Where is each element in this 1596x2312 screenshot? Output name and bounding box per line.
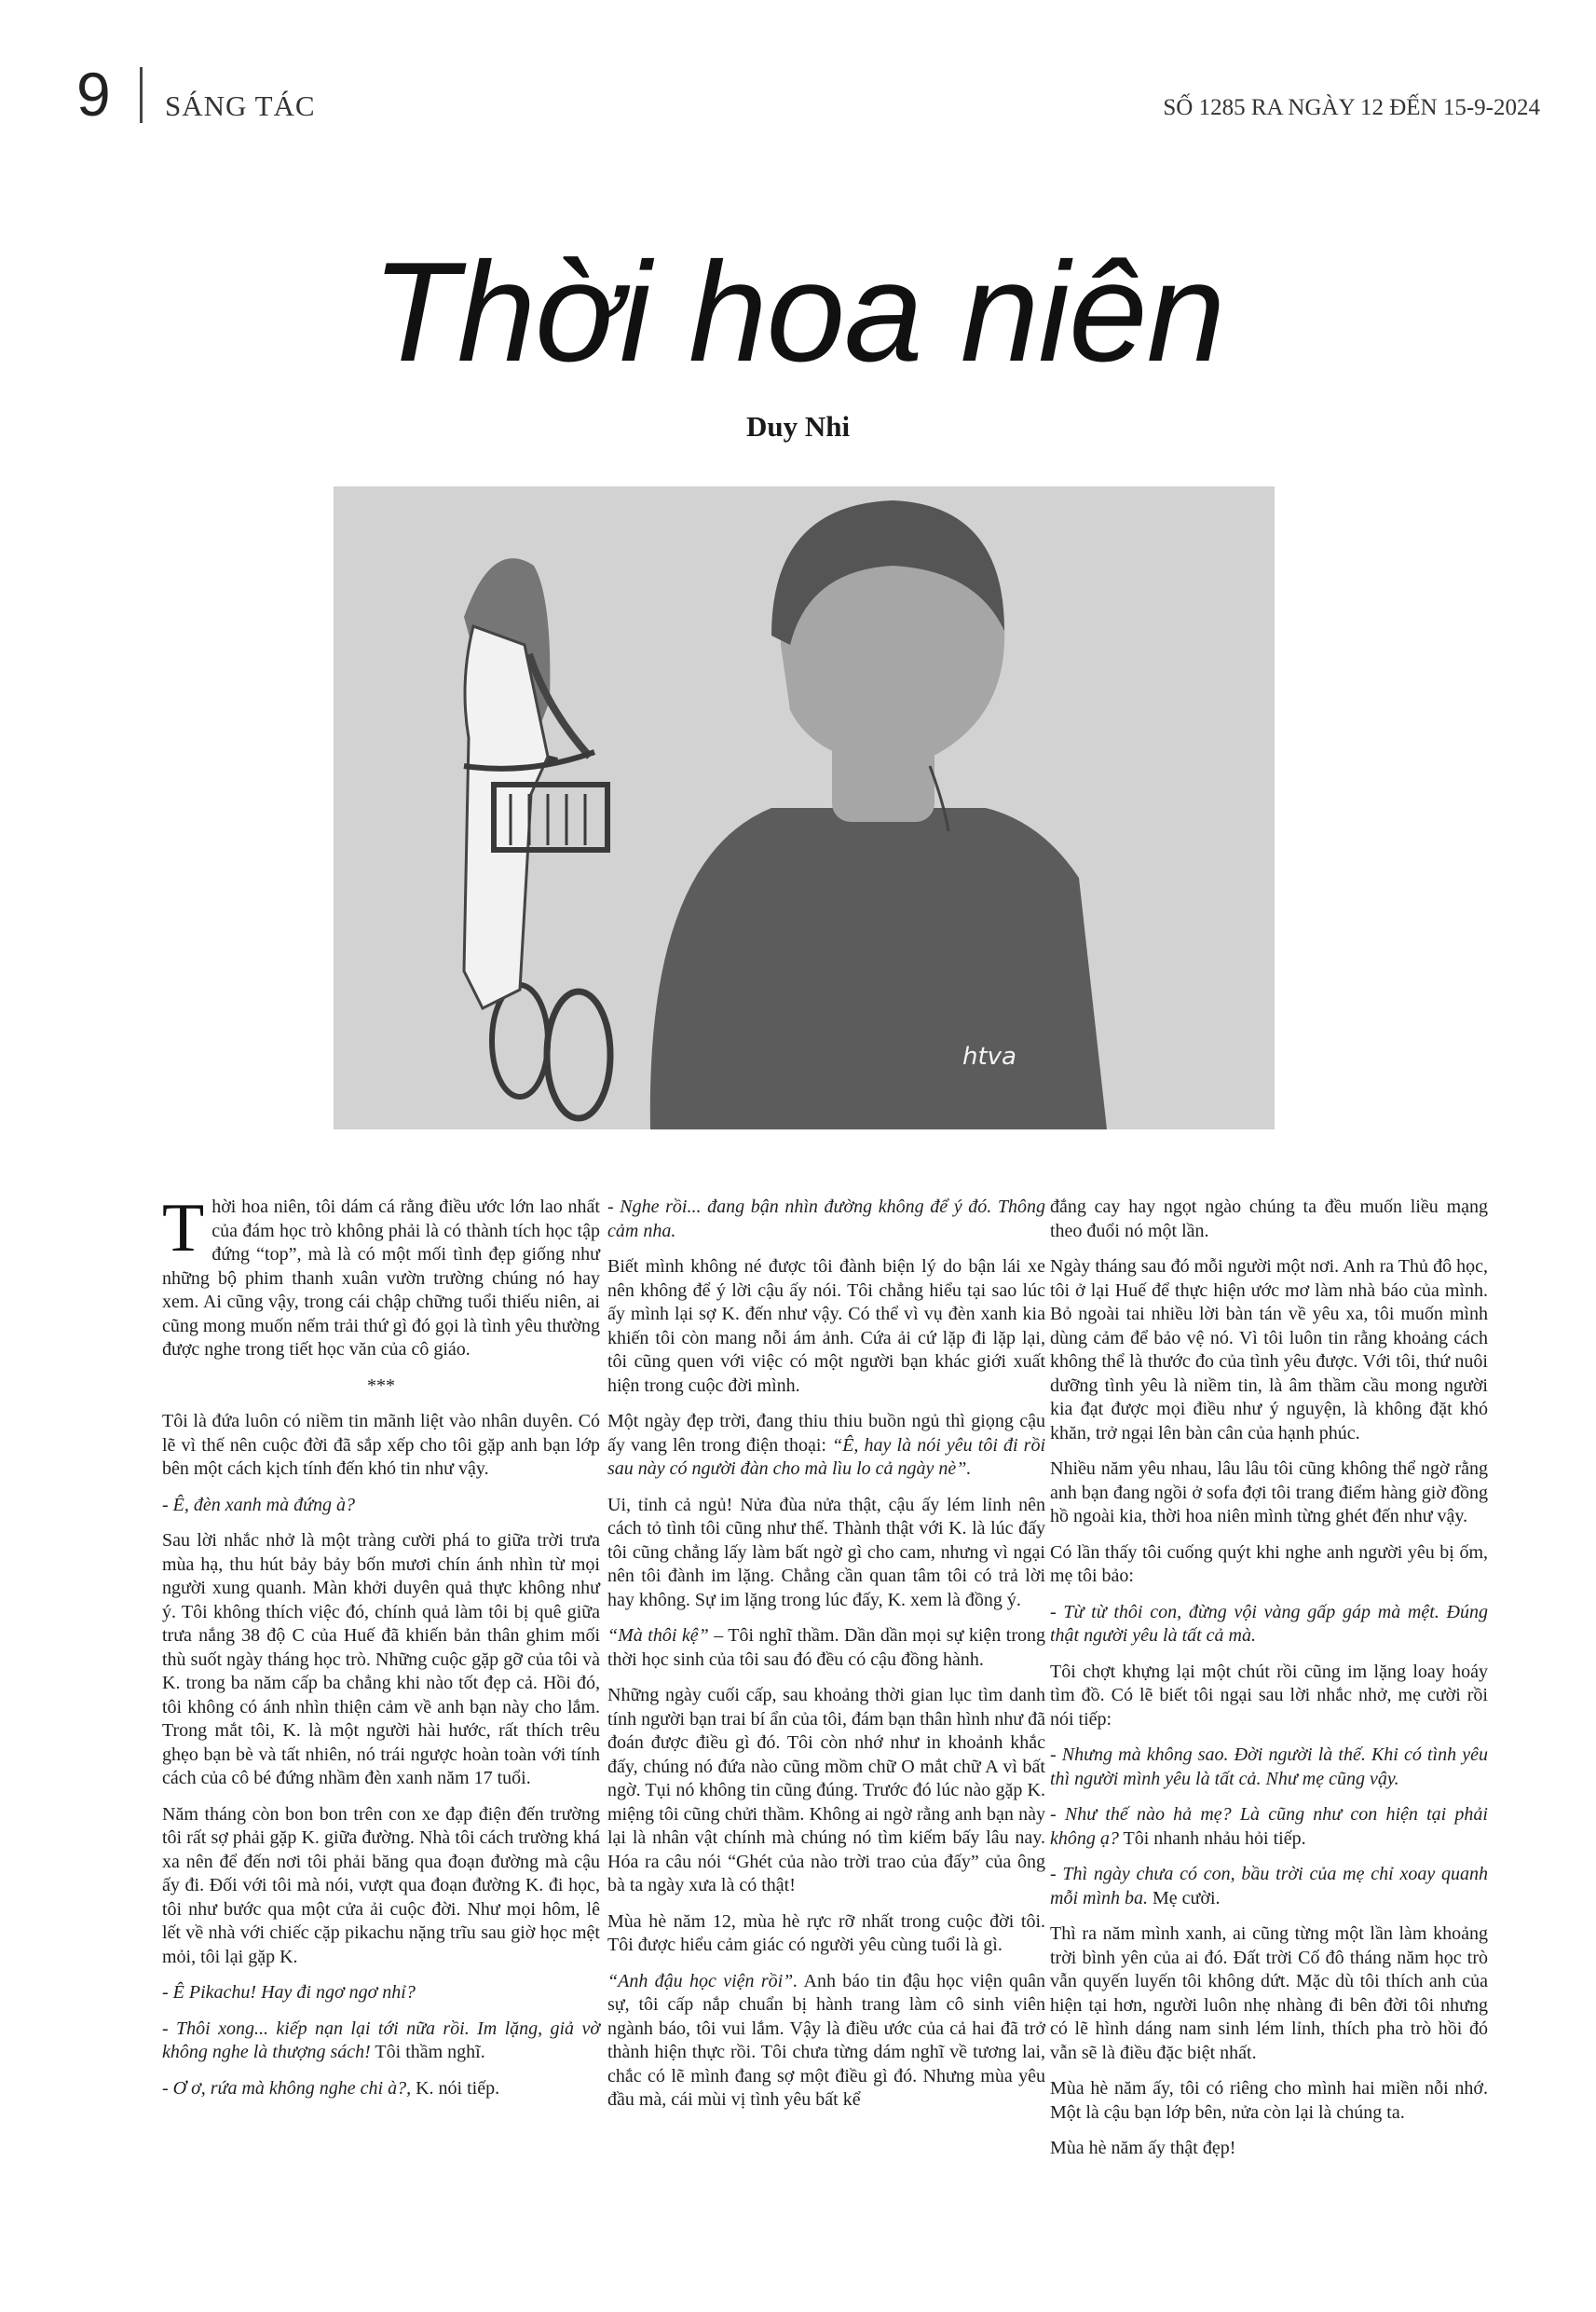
paragraph: “Mà thôi kệ” – Tôi nghĩ thầm. Dần dần mọi sự kiện trong thời học sinh của tôi sau đó đều có cậu đồng hành. xyxy=(607,1625,1045,1670)
section-break: *** xyxy=(367,1375,395,1396)
article-illustration xyxy=(334,486,1275,1129)
dialogue-line: - Ê Pikachu! Hay đi ngơ ngơ nhỉ? xyxy=(162,1982,416,2003)
paragraph: “Anh đậu học viện rồi”. Anh báo tin đậu học viện quân sự, tôi cấp nắp chuẩn bị hành trang làm cô sinh viên ngành báo, tôi vui lắm. Vậy là điều ước của cả hai đã trở thành hiện thực rồi. Tôi chưa từng dám nghĩ về tương lai, chắc có lẽ mình đang sợ một điều gì đó. Nhưng mùa yêu đầu mà, cái mùi vị tình yêu bất kể xyxy=(607,1970,1045,2110)
illustration-signature: htva xyxy=(962,1043,1016,1071)
article-title: Thời hoa niên xyxy=(371,233,1225,391)
article-author: Duy Nhi xyxy=(745,410,851,443)
paragraph: - Thì ngày chưa có con, bầu trời của mẹ chỉ xoay quanh mỗi mình ba. Mẹ cười. xyxy=(1050,1864,1488,1908)
issue-info: SỐ 1285 RA NGÀY 12 ĐẾN 15-9-2024 xyxy=(1163,95,1540,120)
section-label: SÁNG TÁC xyxy=(165,89,316,122)
paragraph: Một ngày đẹp trời, đang thiu thiu buồn ngủ thì giọng cậu ấy vang lên trong điện thoại: “Ê, hay là nói yêu tôi đi rồi sau này có người đàn cho mà lìu lo cả ngày nè”. xyxy=(607,1411,1046,1479)
dialogue-line: - Từ từ thôi con, đừng vội vàng gấp gáp mà mệt. Đúng thật người yêu là tất cả mà. xyxy=(1050,1601,1488,1646)
paragraph: Ngày tháng sau đó mỗi người một nơi. Anh ra Thủ đô học, tôi ở lại Huế để thực hiện ước mơ làm nhà báo của mình. Bỏ ngoài tai nhiều lời bàn tán về yêu xa, tôi muốn mình dùng cảm để bảo vệ nó. Vì tôi luôn tin rằng khoảng cách không thể là thước đo của tình yêu được. Với tôi, thứ nuôi dưỡng tình yêu là niềm tin, là âm thầm cầu mong người kia đạt được mọi điều như ý nguyện, là không đặt khó khăn, trở ngại lên bàn cân của hạnh phúc. xyxy=(1050,1256,1488,1443)
paragraph: Thì ra năm mình xanh, ai cũng từng một lần làm khoảng trời bình yên của ai đó. Đất trời Cố đô tháng năm học trò vẫn quyến luyến tôi không dứt. Mặc dù tôi thích anh của hiện tại hơn, người luôn nhẹ nhàng đi bên đời tôi nhưng có lẽ hình dáng nam sinh lém lỉnh, thích pha trò hồi đó vẫn sẽ là điều đặc biệt nhất. xyxy=(1050,1923,1488,2063)
header-divider xyxy=(140,67,143,123)
paragraph: - Như thế nào hả mẹ? Là cũng như con hiện tại phải không ạ? Tôi nhanh nhảu hỏi tiếp. xyxy=(1050,1804,1488,1849)
article-column-2 xyxy=(607,1196,1045,2125)
paragraph: đắng cay hay ngọt ngào chúng ta đều muốn liều mạng theo đuổi nó một lần. xyxy=(1050,1197,1488,1241)
paragraph: Thời hoa niên, tôi dám cá rằng điều ước lớn lao nhất của đám học trò không phải là có thành tích học tập đứng “top”, mà là có một mối tình đẹp giống như những bộ phim thanh xuân vườn trường chúng nó hay xem. Ai cũng vậy, trong cái chập chững tuổi thiếu niên, ai cũng mong muốn nếm trải thứ gì đó gọi là tình yêu thường được nghe trong tiết học văn của cô giáo. xyxy=(162,1190,600,1360)
paragraph: Những ngày cuối cấp, sau khoảng thời gian lục tìm danh tính người bạn trai bí ẩn của tôi, đám bạn thân hình như đã đoán được điều gì đó. Tôi còn nhớ như in khoảnh khắc đấy, chúng nó đứa nào cũng mồm chữ O mắt chữ A vì bất ngờ. Tụi nó không tin cũng đúng. Trước đó lúc nào gặp K. miệng tôi cũng chửi thầm. Không ai ngờ rằng anh bạn này lại là nhân vật chính mà chúng nó tìm kiếm bấy lâu nay. Hóa ra câu nói “Ghét của nào trời trao của đấy” của ông bà ta ngày xưa là có thật! xyxy=(607,1685,1045,1895)
drop-cap: T xyxy=(162,1190,205,1266)
page-header xyxy=(76,56,1540,140)
paragraph: Sau lời nhắc nhở là một tràng cười phá to giữa trời trưa mùa hạ, thu hút bảy bảy bốn mươi chín ánh nhìn từ mọi người xung quanh. Màn khởi duyên quả thực không như ý. Tôi không thích việc đó, chính quả làm tôi bị quê giữa trưa nắng 38 độ C của Huế đã khiến bản thân ghim mối thù suốt ngày tháng học trò. Những cuộc gặp gỡ của tôi và K. trong ba năm cấp ba chẳng khi nào tốt đẹp cả. Hồi đó, tôi không có ánh nhìn thiện cảm về anh bạn này cho lắm. Trong mắt tôi, K. là một người hài hước, rất thích trêu ghẹo bạn bè và tất nhiên, nó trái ngược hoàn toàn với tính cách của cô bé đứng nhầm đèn xanh năm 17 tuổi. xyxy=(162,1530,600,1788)
paragraph: Năm tháng còn bon bon trên con xe đạp điện đến trường tôi rất sợ phải gặp K. giữa đường. Nhà tôi cách trường khá xa nên để đến nơi tôi phải băng qua đoạn đường mà cậu ấy đi. Đối với tôi mà nói, vượt qua đoạn đường K. đi học, tôi như bước qua một cửa ải cuộc đời. Như mọi hôm, lê lết về nhà với chiếc cặp pikachu nặng trĩu sau giờ học mệt mỏi, tôi lại gặp K. xyxy=(162,1803,600,1967)
article-column-1 xyxy=(162,1190,600,2113)
paragraph: Mùa hè năm ấy, tôi có riêng cho mình hai miền nỗi nhớ. Một là cậu bạn lớp bên, nửa còn lại là chúng ta. xyxy=(1050,2078,1488,2123)
paragraph: Tôi là đứa luôn có niềm tin mãnh liệt vào nhân duyên. Có lẽ vì thế nên cuộc đời đã sắp xếp cho tôi gặp anh bạn lớp bên một cách kịch tính đến khó tin như vậy. xyxy=(162,1411,600,1479)
dialogue-line: - Nghe rồi... đang bận nhìn đường không để ý đó. Thông cảm nha. xyxy=(607,1197,1045,1241)
paragraph: Mùa hè năm 12, mùa hè rực rỡ nhất trong cuộc đời tôi. Tôi được hiểu cảm giác có người yêu cùng tuổi là gì. xyxy=(607,1910,1045,1955)
dialogue-line: - Nhưng mà không sao. Đời người là thế. Khi có tình yêu thì người mình yêu là tất cả. Như mẹ cũng vậy. xyxy=(1050,1744,1488,1789)
paragraph: - Thôi xong... kiếp nạn lại tới nữa rồi. Im lặng, giả vờ không nghe là thượng sách! Tôi thầm nghĩ. xyxy=(162,2018,600,2062)
article-column-3 xyxy=(1050,1196,1488,2173)
dialogue-line: - Ê, đèn xanh mà đứng à? xyxy=(162,1494,355,1515)
paragraph: Ui, tỉnh cả ngủ! Nửa đùa nửa thật, cậu ấy lém lỉnh nên cách tỏ tình tôi cũng như thế. Thành thật với K. là lúc đấy tôi cũng chẳng lấy làm bất ngờ gì cho cam, nhưng vì ngại nên tôi đành im lặng. Chẳng cần quan tâm tôi có trả lời hay không. Sự im lặng trong lúc đấy, K. xem là đồng ý. xyxy=(607,1494,1045,1610)
paragraph: Tôi chợt khựng lại một chút rồi cũng im lặng loay hoáy tìm đồ. Có lẽ biết tôi ngại sau lời nhắc nhở, mẹ cười rồi nói tiếp: xyxy=(1050,1661,1488,1730)
paragraph: Có lần thấy tôi cuống quýt khi nghe anh người yêu bị ốm, mẹ tôi bảo: xyxy=(1050,1541,1488,1586)
paragraph: Nhiều năm yêu nhau, lâu lâu tôi cũng không thể ngờ rằng anh bạn đang ngồi ở sofa đợi tôi trang điểm hàng giờ đồng hồ ngoài kia, thời hoa niên mình từng ghét đến như vậy. xyxy=(1050,1458,1488,1526)
paragraph: Mùa hè năm ấy thật đẹp! xyxy=(1050,2138,1236,2158)
paragraph: Biết mình không né được tôi đành biện lý do bận lái xe nên không để ý lời cậu ấy nói. Tôi chẳng hiểu tại sao lúc ấy mình lại sợ K. đến như vậy. Có thể vì vụ đèn xanh kia khiến tôi còn mang nỗi ám ảnh. Cứa ải cứ lặp đi lặp lại, tôi cũng quen với việc có một người bạn khác giới xuất hiện trong cuộc đời mình. xyxy=(607,1256,1045,1396)
paragraph: - Ơ ơ, rứa mà không nghe chi à?, K. nói tiếp. xyxy=(162,2077,500,2099)
page-number: 9 xyxy=(76,60,111,129)
